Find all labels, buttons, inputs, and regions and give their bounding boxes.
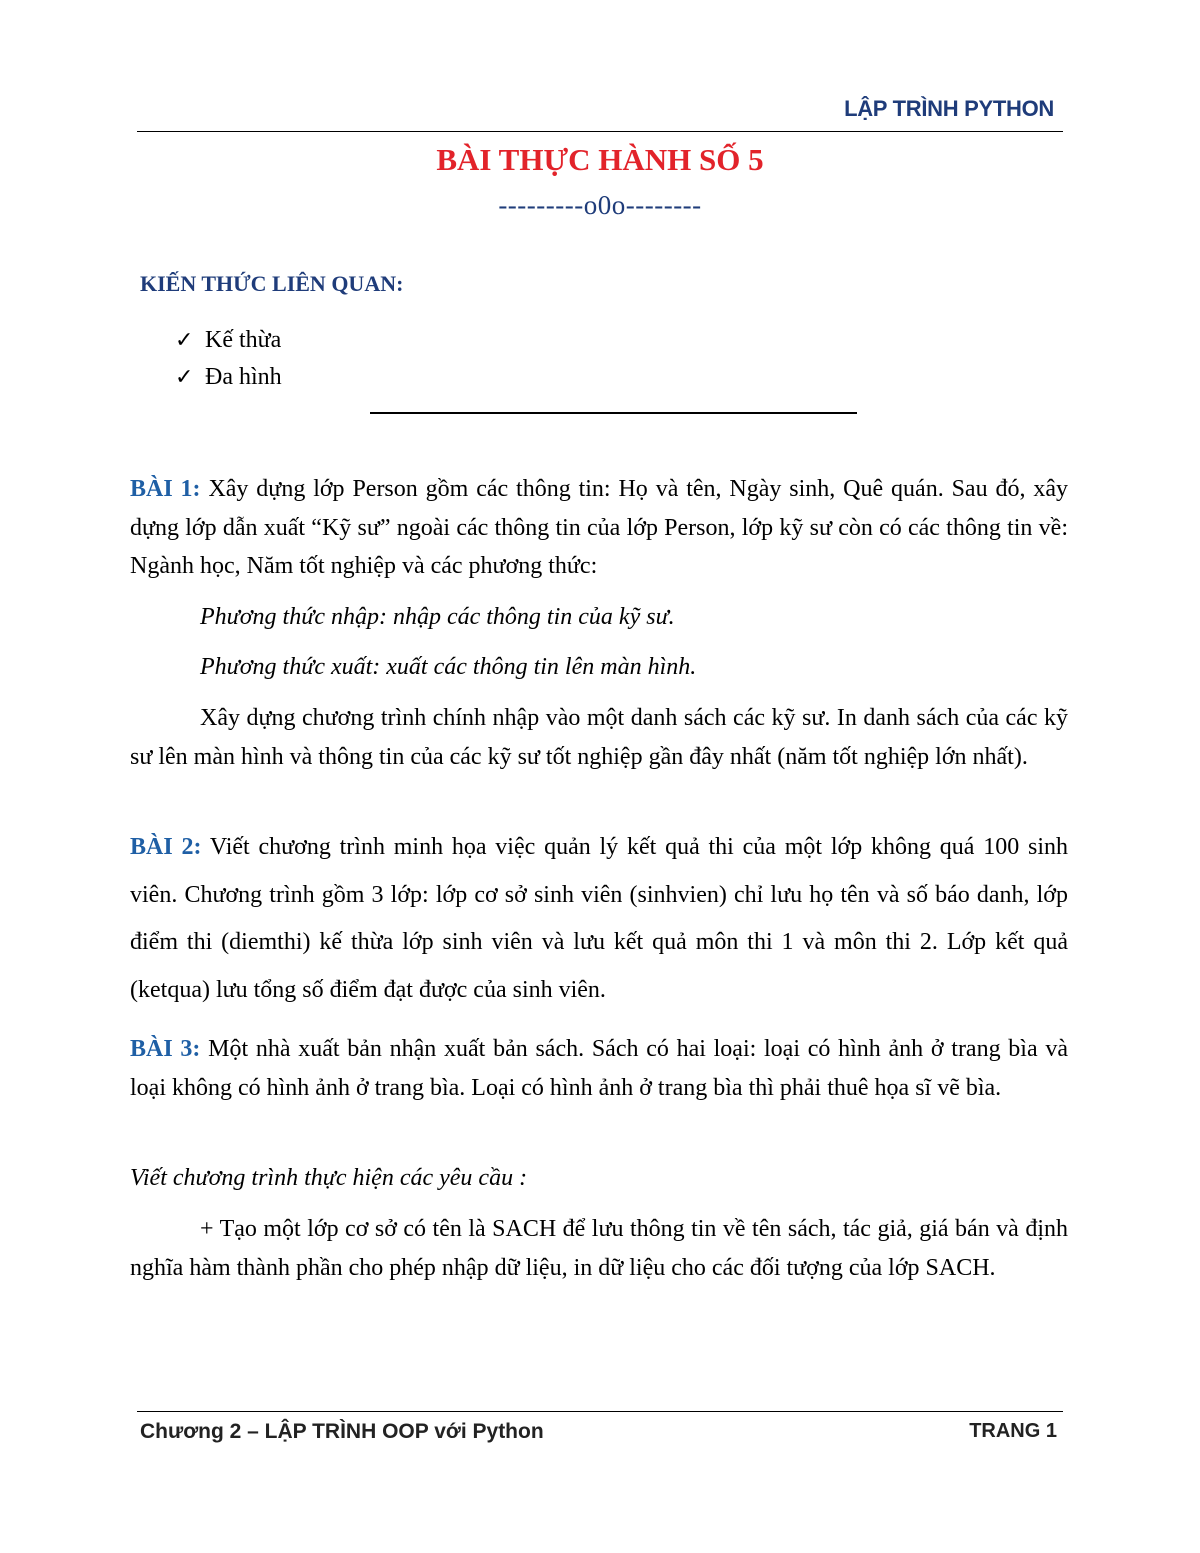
exercise-3-item-1: + Tạo một lớp cơ sở có tên là SACH để lưu thông tin về tên sách, tác giả, giá bán và định nghĩa hàm thành phần cho phép nhập dữ liệu, in dữ liệu cho các đối tượng của lớp SACH. — [130, 1216, 1068, 1281]
exercise-3-requirement: Viết chương trình thực hiện các yêu cầu : — [130, 1165, 528, 1191]
header-rule — [137, 131, 1063, 132]
list-item — [175, 322, 282, 359]
exercise-3-label: BÀI 3: — [130, 1036, 201, 1062]
footer-page-number: TRANG 1 — [969, 1420, 1057, 1442]
exercise-3-text: Một nhà xuất bản nhận xuất bản sách. Sách có hai loại: loại có hình ảnh ở trang bìa và loại không có hình ảnh ở trang bìa. Loại có hình ảnh ở trang bìa thì phải thuê họa sĩ vẽ bìa. — [130, 1036, 1069, 1101]
exercise-3-intro — [130, 1030, 1068, 1107]
document-subtitle: ---------o0o-------- — [498, 190, 702, 220]
header-title: LẬP TRÌNH PYTHON — [844, 96, 1054, 121]
exercise-2 — [130, 824, 1068, 1014]
related-knowledge-list — [175, 322, 282, 396]
exercise-2-label: BÀI 2: — [130, 834, 202, 860]
section-divider — [370, 412, 857, 414]
exercise-2-text: Viết chương trình minh họa việc quản lý kết quả thi của một lớp không quá 100 sinh viên. Chương trình gồm 3 lớp: lớp cơ sở sinh viên (sinhvien) chỉ lưu họ tên và số báo danh, lớp điểm thi (diemthi) kế thừa lớp sinh viên và lưu kết quả môn thi 1 và môn thi 2. Lớp kết quả (ketqua) lưu tổng số điểm đạt được của sinh viên. — [130, 834, 1069, 1003]
exercise-1-output-method: Phương thức xuất: xuất các thông tin lên màn hình. — [200, 654, 697, 680]
exercise-1-label: BÀI 1: — [130, 476, 201, 502]
checkmark-icon: ✓ — [175, 365, 194, 390]
exercise-1-main: Xây dựng chương trình chính nhập vào một danh sách các kỹ sư. In danh sách của các kỹ sư lên màn hình và thông tin của các kỹ sư tốt nghiệp gần đây nhất (năm tốt nghiệp lớn nhất). — [130, 705, 1068, 770]
exercise-1-intro — [130, 470, 1068, 586]
related-knowledge-heading: KIẾN THỨC LIÊN QUAN: — [140, 271, 404, 296]
list-item-label: Kế thừa — [205, 327, 282, 353]
footer-rule — [137, 1411, 1063, 1412]
exercise-1-text: Xây dựng lớp Person gồm các thông tin: Họ và tên, Ngày sinh, Quê quán. Sau đó, xây dựng lớp dẫn xuất “Kỹ sư” ngoài các thông tin của lớp Person, lớp kỹ sư còn có các thông tin về: Ngành học, Năm tốt nghiệp và các phương thức: — [130, 476, 1068, 579]
document-title: BÀI THỰC HÀNH SỐ 5 — [436, 142, 764, 177]
exercise-1-input-method: Phương thức nhập: nhập các thông tin của kỹ sư. — [200, 604, 675, 630]
footer-chapter: Chương 2 – LẬP TRÌNH OOP với Python — [140, 1420, 544, 1443]
checkmark-icon: ✓ — [175, 328, 194, 353]
list-item — [175, 359, 282, 396]
list-item-label: Đa hình — [205, 364, 282, 390]
